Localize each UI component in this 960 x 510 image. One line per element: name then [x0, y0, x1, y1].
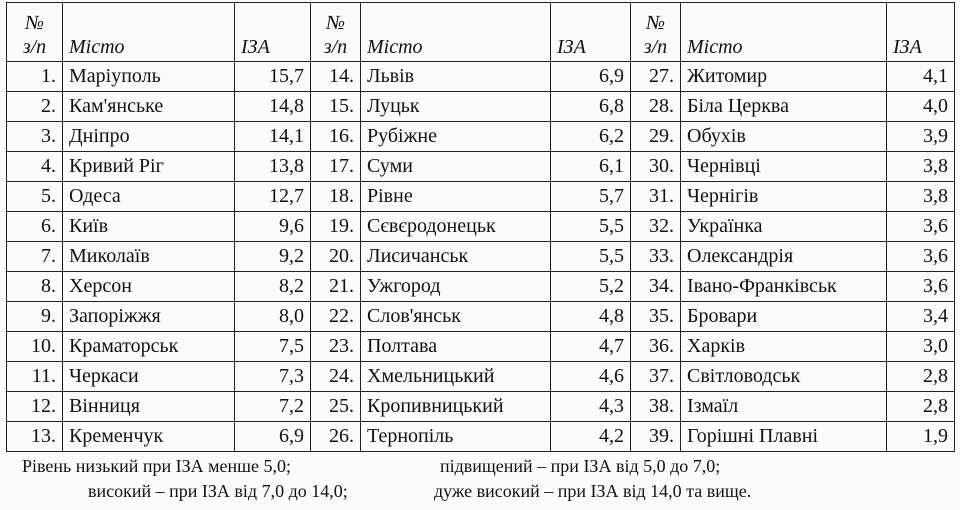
cell-number: 37.	[631, 362, 681, 392]
cell-city: Рубіжне	[361, 122, 551, 152]
cell-number: 39.	[631, 422, 681, 452]
cell-city: Чернігів	[681, 182, 887, 212]
table-row	[7, 122, 955, 152]
cell-number: 4.	[7, 152, 63, 182]
cell-number: 33.	[631, 242, 681, 272]
cell-city: Краматорськ	[63, 332, 235, 362]
cell-iza: 4,2	[551, 422, 631, 452]
table-row	[7, 422, 955, 452]
table-row	[7, 152, 955, 182]
note-low-level: Рівень низький при ІЗА менше 5,0;	[22, 456, 291, 476]
cell-city: Вінниця	[63, 392, 235, 422]
cell-number: 32.	[631, 212, 681, 242]
cell-iza: 5,7	[551, 182, 631, 212]
table-row	[7, 392, 955, 422]
cell-iza: 3,6	[887, 242, 955, 272]
table-header-row	[7, 3, 955, 62]
cell-iza: 3,4	[887, 302, 955, 332]
cell-iza: 12,7	[235, 182, 311, 212]
cell-city: Бровари	[681, 302, 887, 332]
cell-iza: 7,5	[235, 332, 311, 362]
cell-iza: 4,7	[551, 332, 631, 362]
cell-number: 7.	[7, 242, 63, 272]
cell-number: 30.	[631, 152, 681, 182]
cell-number: 9.	[7, 302, 63, 332]
table-row	[7, 242, 955, 272]
cell-number: 20.	[311, 242, 361, 272]
cell-number: 24.	[311, 362, 361, 392]
column-header-iza: ІЗА	[235, 3, 311, 62]
cell-iza: 8,0	[235, 302, 311, 332]
cell-iza: 3,8	[887, 182, 955, 212]
cell-iza: 5,5	[551, 242, 631, 272]
column-header-iza: ІЗА	[887, 3, 955, 62]
cell-iza: 2,8	[887, 392, 955, 422]
column-header-iza: ІЗА	[551, 3, 631, 62]
cell-city: Черкаси	[63, 362, 235, 392]
cell-city: Житомир	[681, 62, 887, 92]
cell-city: Горішні Плавні	[681, 422, 887, 452]
cell-city: Дніпро	[63, 122, 235, 152]
cell-city: Маріуполь	[63, 62, 235, 92]
cell-iza: 4,6	[551, 362, 631, 392]
note-high-level: високий – при ІЗА від 7,0 до 14,0;	[88, 481, 348, 501]
cell-iza: 6,9	[551, 62, 631, 92]
cell-iza: 3,9	[887, 122, 955, 152]
cell-city: Слов'янськ	[361, 302, 551, 332]
cell-iza: 1,9	[887, 422, 955, 452]
cell-city: Тернопіль	[361, 422, 551, 452]
cell-iza: 5,5	[551, 212, 631, 242]
cell-number: 16.	[311, 122, 361, 152]
table-row	[7, 362, 955, 392]
cell-number: 31.	[631, 182, 681, 212]
cell-number: 5.	[7, 182, 63, 212]
cell-iza: 15,7	[235, 62, 311, 92]
cell-number: 14.	[311, 62, 361, 92]
cell-city: Полтава	[361, 332, 551, 362]
table-row	[7, 272, 955, 302]
column-header-city: Місто	[63, 3, 235, 62]
cell-number: 23.	[311, 332, 361, 362]
cell-iza: 3,6	[887, 272, 955, 302]
cell-number: 1.	[7, 62, 63, 92]
cell-iza: 5,2	[551, 272, 631, 302]
cell-iza: 13,8	[235, 152, 311, 182]
cell-city: Кривий Ріг	[63, 152, 235, 182]
cell-number: 28.	[631, 92, 681, 122]
cell-number: 11.	[7, 362, 63, 392]
cell-number: 15.	[311, 92, 361, 122]
cell-number: 17.	[311, 152, 361, 182]
cell-city: Українка	[681, 212, 887, 242]
cell-number: 21.	[311, 272, 361, 302]
cell-city: Кременчук	[63, 422, 235, 452]
cell-city: Кропивницький	[361, 392, 551, 422]
cell-number: 19.	[311, 212, 361, 242]
cell-city: Рівне	[361, 182, 551, 212]
note-very-high-level: дуже високий – при ІЗА від 14,0 та вище.	[434, 481, 752, 501]
cell-iza: 4,8	[551, 302, 631, 332]
table-row	[7, 302, 955, 332]
column-header-city: Місто	[681, 3, 887, 62]
cell-iza: 7,2	[235, 392, 311, 422]
cell-number: 12.	[7, 392, 63, 422]
cell-iza: 4,0	[887, 92, 955, 122]
cell-iza: 14,1	[235, 122, 311, 152]
cell-number: 13.	[7, 422, 63, 452]
cell-iza: 3,6	[887, 212, 955, 242]
cell-number: 27.	[631, 62, 681, 92]
cell-number: 22.	[311, 302, 361, 332]
air-pollution-table	[6, 2, 955, 452]
cell-city: Запоріжжя	[63, 302, 235, 332]
cell-city: Сєвєродонецьк	[361, 212, 551, 242]
cell-city: Олександрія	[681, 242, 887, 272]
table-body	[7, 62, 955, 452]
table-row	[7, 62, 955, 92]
cell-iza: 3,0	[887, 332, 955, 362]
cell-city: Суми	[361, 152, 551, 182]
cell-city: Лисичанськ	[361, 242, 551, 272]
cell-city: Херсон	[63, 272, 235, 302]
column-header-number: № з/п	[311, 3, 361, 62]
column-header-number: № з/п	[631, 3, 681, 62]
cell-iza: 3,8	[887, 152, 955, 182]
cell-city: Чернівці	[681, 152, 887, 182]
cell-city: Кам'янське	[63, 92, 235, 122]
cell-iza: 4,1	[887, 62, 955, 92]
cell-number: 18.	[311, 182, 361, 212]
note-elevated-level: підвищений – при ІЗА від 5,0 до 7,0;	[440, 456, 721, 476]
cell-number: 29.	[631, 122, 681, 152]
cell-city: Львів	[361, 62, 551, 92]
cell-iza: 9,6	[235, 212, 311, 242]
cell-city: Обухів	[681, 122, 887, 152]
cell-number: 36.	[631, 332, 681, 362]
cell-city: Хмельницький	[361, 362, 551, 392]
cell-city: Ізмаїл	[681, 392, 887, 422]
cell-iza: 2,8	[887, 362, 955, 392]
cell-city: Київ	[63, 212, 235, 242]
table-row	[7, 212, 955, 242]
cell-number: 8.	[7, 272, 63, 302]
cell-number: 6.	[7, 212, 63, 242]
cell-city: Харків	[681, 332, 887, 362]
cell-number: 25.	[311, 392, 361, 422]
cell-city: Ужгород	[361, 272, 551, 302]
cell-number: 2.	[7, 92, 63, 122]
cell-iza: 8,2	[235, 272, 311, 302]
cell-iza: 9,2	[235, 242, 311, 272]
cell-iza: 6,9	[235, 422, 311, 452]
cell-city: Біла Церква	[681, 92, 887, 122]
table-row	[7, 332, 955, 362]
cell-iza: 7,3	[235, 362, 311, 392]
table-row	[7, 92, 955, 122]
cell-number: 34.	[631, 272, 681, 302]
cell-iza: 6,1	[551, 152, 631, 182]
cell-iza: 6,2	[551, 122, 631, 152]
cell-city: Одеса	[63, 182, 235, 212]
cell-number: 35.	[631, 302, 681, 332]
cell-number: 26.	[311, 422, 361, 452]
cell-iza: 4,3	[551, 392, 631, 422]
cell-number: 38.	[631, 392, 681, 422]
cell-number: 10.	[7, 332, 63, 362]
column-header-number: № з/п	[7, 3, 63, 62]
cell-city: Івано-Франківськ	[681, 272, 887, 302]
column-header-city: Місто	[361, 3, 551, 62]
cell-iza: 6,8	[551, 92, 631, 122]
cell-city: Луцьк	[361, 92, 551, 122]
table-row	[7, 182, 955, 212]
cell-number: 3.	[7, 122, 63, 152]
cell-iza: 14,8	[235, 92, 311, 122]
cell-city: Світловодськ	[681, 362, 887, 392]
cell-city: Миколаїв	[63, 242, 235, 272]
